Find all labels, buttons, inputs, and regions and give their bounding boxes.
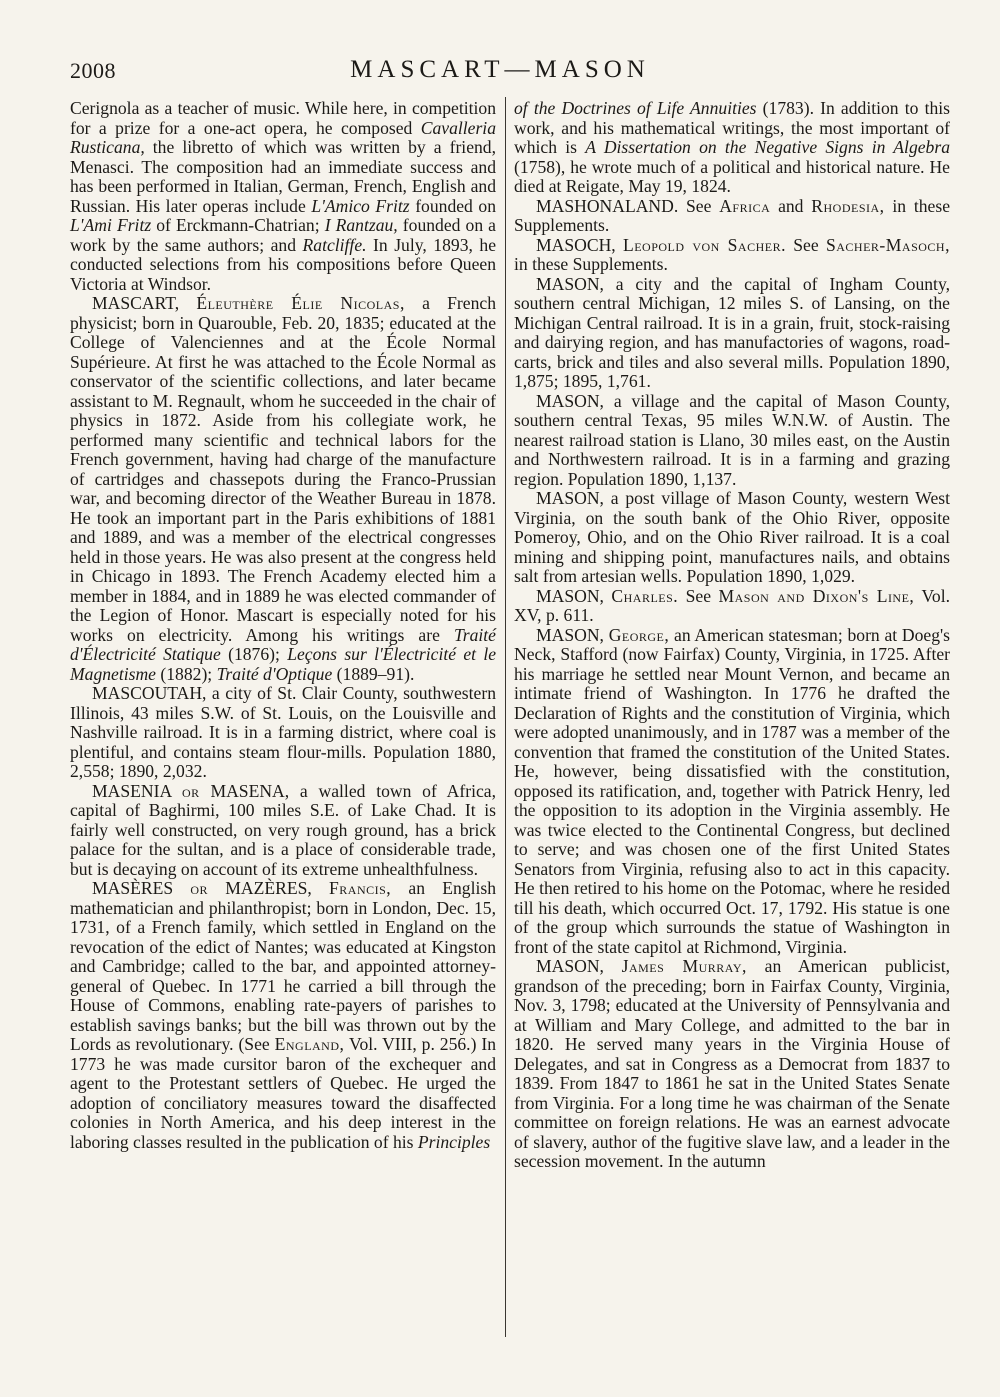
entry-mashonaland: MASHONALAND. See Africa and Rhodesia, in these Supplements. [514, 195, 951, 235]
entry-maseres-continued: of the Doctrines of Life Annuities (1783). In addition to this work, and his mathematical writings, the most important of which is A Dissertation on the Negative Signs in Algebra (1758), he wrote much of a political and historical nature. He died at Reigate, May 19, 1824. [514, 98, 950, 196]
entry-mascoutah: MASCOUTAH, a city of St. Clair County, southwestern Illinois, 43 miles S.W. of St. Louis, on the Louisville and Nashville railroad. It is in a farming district, where coal is plentiful, and contains steam flour-mills. Population 1880, 2,558; 1890, 2,032. [70, 683, 496, 781]
entry-mason-texas: MASON, a village and the capital of Mason County, southern central Texas, 95 miles W.N.W. of Austin. The nearest railroad station is Llano, 30 miles east, on the Austin and Northwestern railroad. It is in a farming and grazing region. Population 1890, 1,137. [514, 390, 950, 489]
page-number: 2008 [70, 58, 116, 83]
entry-mason-james-murray: MASON, James Murray, an American publicist, grandson of the preceding; born in Fairfax County, Virginia, Nov. 3, 1798; educated at the University of Pennsylvania and at William and Mary College, and admitted to the bar in 1820. He served many years in the Virginia House of Delegates, and sat in Congress as a Democrat from 1837 to 1839. From 1847 to 1861 he sat in the United States Senate from Virginia. For a long time he was chairman of the Senate committee on foreign relations. He was an earnest advocate of slavery, author of the fugitive slave law, and a leader in the secession movement. In the autumn [514, 956, 950, 1171]
entry-mason-charles: MASON, Charles. See Mason and Dixon's Line, Vol. XV, p. 611. [514, 585, 950, 625]
entry-maseres: MASÈRES or MAZÈRES, Francis, an English mathematician and philanthropist; born in London, Dec. 15, 1731, of a French family, which settled in England on the revocation of the edict of Nantes; was educated at Kingston and Cambridge; called to the bar, and appointed attorney-general of Quebec. In 1771 he carried a bill through the House of Commons, enabling rate-payers of parishes to establish savings banks; but the bill was thrown out by the Lords as revolutionary. (See England, Vol. VIII, p. 256.) In 1773 he was made cursitor baron of the exchequer and agent to the Protestant settlers of Quebec. He urged the adoption of conciliatory measures toward the disaffected colonies in North America, and his deep interest in the laboring classes resulted in the publication of his Principles [70, 878, 497, 1152]
entry-mason-george: MASON, George, an American statesman; born at Doeg's Neck, Stafford (now Fairfax) County, Virginia, in 1725. After his marriage he settled near Mount Vernon, and became an intimate friend of Washington. In 1776 he drafted the Declaration of Rights and the constitution of Virginia, which were adopted unanimously, and in 1787 was a member of the convention that framed the constitution of the United States. He, however, being dissatisfied with the constitution, opposed its ratification, and, together with Patrick Henry, led the opposition to its adoption in the Virginia assembly. He was twice elected to the Continental Congress, but declined to serve; and was chosen one of the first United States Senators from Virginia, refusing also to act in this capacity. He then retired to his home on the Potomac, where he resided till his death, which occurred Oct. 17, 1792. His statue is one of the group which surrounds the statue of Washington in front of the state capitol at Richmond, Virginia. [514, 624, 951, 957]
column-rule [505, 97, 506, 1337]
entry-mason-michigan: MASON, a city and the capital of Ingham County, southern central Michigan, 12 miles S. of Lansing, on the Michigan Central railroad. It is in a grain, fruit, stock-raising and dairying region, and has manufactories of wagons, road-carts, brick and tiles and also several mills. Population 1890, 1,875; 1895, 1,761. [514, 273, 950, 391]
entry-masoch: MASOCH, Leopold von Sacher. See Sacher-Masoch, in these Supplements. [514, 234, 951, 274]
left-column [70, 99, 496, 1152]
entry-masenia: MASENIA or MASENA, a walled town of Africa, capital of Baghirmi, 100 miles S.E. of Lake Chad. It is fairly well constructed, on very rough ground, has a brick palace for the sultan, and is a place of considerable trade, but is decaying on account of its extreme unhealthfulness. [70, 780, 496, 879]
entry-mascagni-continued: Cerignola as a teacher of music. While here, in competition for a prize for a one-act opera, he composed Cavalleria Rusticana, the libretto of which was written by a friend, Menasci. The composition had an immediate success and has been performed in Italian, German, French, English and Russian. His later operas include L'Amico Fritz founded on L'Ami Fritz of Erckmann-Chatrian; I Rantzau, founded on a work by the same authors; and Ratcliffe. In July, 1893, he conducted selections from his compositions before Queen Victoria at Windsor. [70, 98, 497, 294]
entry-mason-west-virginia: MASON, a post village of Mason County, western West Virginia, on the south bank of the Ohio River, opposite Pomeroy, Ohio, and on the Ohio River railroad. It is a coal mining and shipping point, manufactures nails, and obtains salt from artesian wells. Population 1890, 1,029. [514, 488, 950, 586]
entry-mascart: MASCART, Éleuthère Élie Nicolas, a French physicist; born in Quarouble, Feb. 20, 1835; educated at the College of Valenciennes and at the École Normal Supérieure. At first he was attached to the École Normal as conservator of the scientific collections, and later became assistant to M. Regnault, whom he succeeded in the chair of physics in 1872. Aside from his collegiate work, he performed many scientific and technical labors for the French government, having had charge of the manufacture of cartridges and chassepots during the Franco-Prussian war, and becoming director of the Weather Bureau in 1878. He took an important part in the Paris exhibitions of 1881 and 1889, and was a member of the electrical congresses held in those years. He was also present at the congress held in Chicago in 1893. The French Academy elected him a member in 1884, and in 1889 he was elected commander of the Legion of Honor. Mascart is especially noted for his works on electricity. Among his writings are Traité d'Électricité Statique (1876); Leçons sur l'Électricité et le Magnetisme (1882); Traité d'Optique (1889–91). [70, 293, 497, 684]
right-column [514, 99, 950, 1172]
running-head: MASCART—MASON [350, 56, 650, 83]
